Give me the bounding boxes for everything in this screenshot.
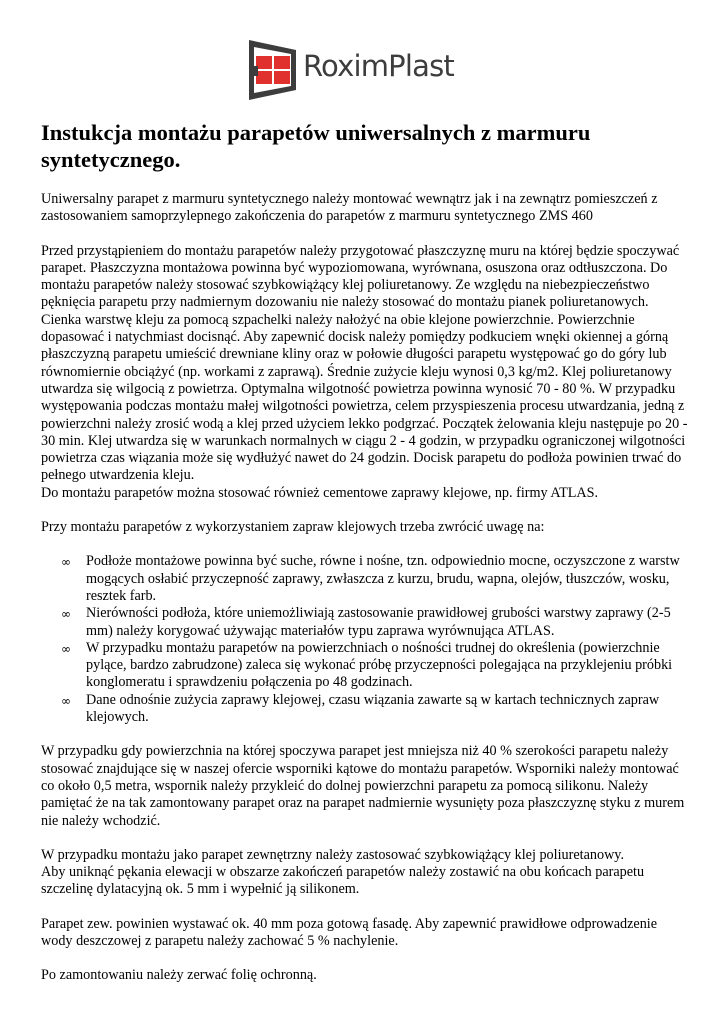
list-item [41, 692, 691, 727]
list-item [41, 553, 691, 605]
expansion-gap-text: Aby uniknąć pękania elewacji w obszarze zakończeń parapetów należy zostawić na obu końcach parapetu szczelinę dylatacyjną ok. 5 mm i wypełnić ją silikonem. [41, 864, 645, 898]
infinity-bullet-icon: ∞ [61, 607, 71, 622]
list-item [41, 605, 691, 640]
document-title: Instukcja montażu parapetów uniwersalnych z marmuru syntetycznego. [41, 120, 591, 172]
atlas-note: Do montażu parapetów można stosować również cementowe zaprawy klejowe, np. firmy ATLAS. [41, 484, 599, 501]
list-item [41, 640, 691, 692]
preparation-paragraph [41, 243, 691, 502]
support-brackets-paragraph: W przypadku gdy powierzchnia na której spoczywa parapet jest mniejsza niż 40 % szerokości parapetu należy stosować znajdujące się w naszej ofercie wsporniki kątowe do montażu parapetów. Wsporniki należy montować co około 0,5 metra, wspornik należy przykleić do dolnej powierzchni parapetu za pomocą silikonu. Należy pamiętać że na tak zamontowany parapet oraz na parapet nadmiernie wysunięty poza płaszczyznę styku z murem nie należy wchodzić. [41, 743, 685, 829]
overhang-paragraph: Parapet zew. powinien wystawać ok. 40 mm poza gotową fasadę. Aby zapewnić prawidłowe odprowadzenie wody deszczowej z parapetu należy zachować 5 % nachylenie. [41, 915, 658, 949]
infinity-bullet-icon: ∞ [61, 641, 71, 656]
logo-text: RoximPlast [303, 49, 454, 83]
infinity-bullet-icon: ∞ [61, 693, 71, 708]
mortar-guidelines-list [41, 553, 691, 726]
roximplast-logo-mark [246, 38, 302, 102]
infinity-bullet-icon: ∞ [61, 555, 71, 570]
list-item-text: W przypadku montażu parapetów na powierzchniach o nośności trudnej do określenia (powierzchnie pylące, bardzo zabrudzone) zaleca się wykonać próbę przyczepności polegająca na przyklejeniu próbki konglomeratu i sprawdzeniu połączenia po 48 godzinach. [86, 639, 673, 691]
company-logo [246, 38, 486, 102]
list-item-text: Dane odnośnie zużycia zaprawy klejowej, czasu wiązania zawarte są w kartach technicznych zapraw klejowych. [86, 691, 660, 726]
intro-paragraph: Uniwersalny parapet z marmuru syntetycznego należy montować wewnątrz jak i na zewnątrz pomieszczeń z zastosowaniem samoprzylepnego zakończenia do parapetów z marmuru syntetycznego ZMS 460 [41, 191, 658, 225]
mortar-intro: Przy montażu parapetów z wykorzystaniem zapraw klejowych trzeba zwrócić uwagę na: [41, 519, 545, 536]
external-mounting-paragraph [41, 847, 691, 899]
list-item-text: Nierówności podłoża, które uniemożliwiają zastosowanie prawidłowej grubości warstwy zaprawy (2-5 mm) należy korygować używając materiałów typu zaprawa wyrównująca ATLAS. [86, 605, 671, 639]
final-note: Po zamontowaniu należy zerwać folię ochronną. [41, 967, 317, 984]
list-item-text: Podłoże montażowe powinna być suche, równe i nośne, tzn. odpowiednio mocne, oczyszczone z warstw mogących osłabić przyczepność zaprawy, zwłaszcza z kurzu, brudu, wapna, olejów, tłuszczów, wosku, resztek farb. [86, 553, 680, 604]
document-body [41, 119, 691, 1002]
preparation-text: Przed przystąpieniem do montażu parapetów należy przygotować płaszczyznę muru na której będzie spoczywać parapet. Płaszczyzna montażowa powinna być wypoziomowana, wyrównana, osuszona oraz odtłuszczona. Do montażu parapetów należy stosować szybkowiążący klej poliuretanowy. Ze względu na niebezpieczeństwo pęknięcia parapetu przy nadmiernym dozowaniu nie należy stosować do montażu pianek poliuretanowych. Cienka warstwę kleju za pomocą szpachelki należy nałożyć na obie klejone powierzchnie. Powierzchnie dopasować i natychmiast docisnąć. Aby zapewnić docisk należy pomiędzy podkuciem wnęki okiennej a górną płaszczyzną parapetu umieścić drewniane kliny oraz w połowie długości parapetu występować go do góry lub równomiernie obciążyć (np. workami z zaprawą). Średnie zużycie kleju wynosi 0,3 kg/m2. Klej poliuretanowy utwardza się wilgocią z powietrza. Optymalna wilgotność powietrza powinna wynosić 70 - 80 %. W przypadku występowania podczas montażu małej wilgotności powietrza, celem przyspieszenia procesu utwardzania, jedną z powierzchni należy zrosić wodą a klej przed użyciem lekko podgrzać. Początek żelowania kleju następuje po 20 - 30 min. Klej utwardza się w warunkach normalnych w ciągu 2 - 4 godzin, w przypadku ograniczonej wilgotności powietrza czas wiązania może się wydłużyć nawet do 24 godzin. Docisk parapetu do podłoża powinien trwać do pełnego utwardzenia kleju. [41, 242, 688, 484]
external-adhesive-text: W przypadku montażu jako parapet zewnętrzny należy zastosować szybkowiążący klej poliuretanowy. [41, 846, 625, 863]
